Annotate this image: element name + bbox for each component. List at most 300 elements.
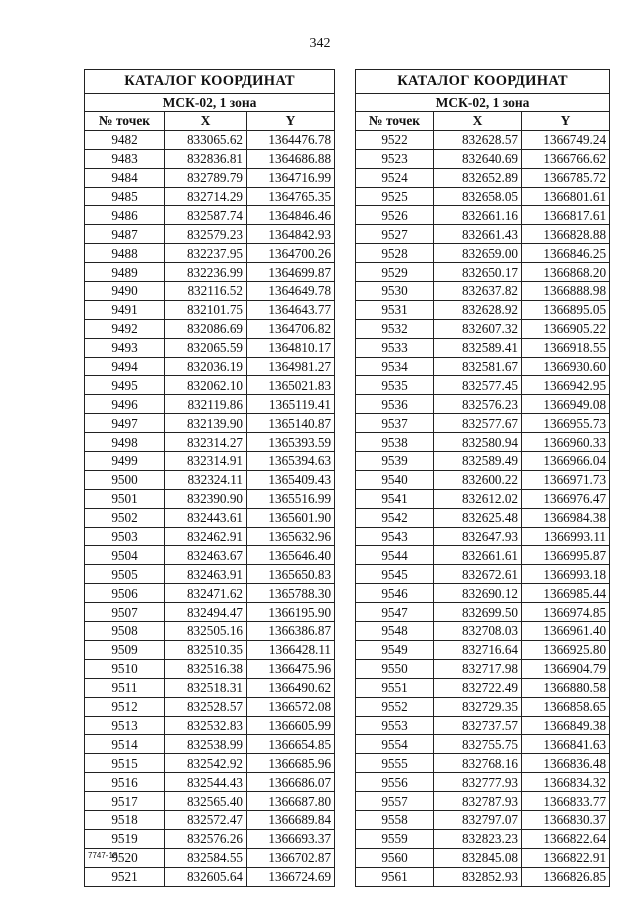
y-coordinate-cell: 1364700.26	[247, 244, 335, 263]
catalog-title: КАТАЛОГ КООРДИНАТ	[356, 70, 610, 94]
point-number-cell: 9539	[356, 452, 434, 471]
y-coordinate-cell: 1364810.17	[247, 338, 335, 357]
table-row	[356, 130, 610, 149]
point-number-cell: 9554	[356, 735, 434, 754]
x-coordinate-cell: 832640.69	[434, 149, 522, 168]
y-coordinate-cell: 1366993.11	[522, 527, 610, 546]
y-coordinate-cell: 1366801.61	[522, 187, 610, 206]
table-row	[85, 452, 335, 471]
table-row	[85, 149, 335, 168]
table-row	[85, 622, 335, 641]
x-coordinate-cell: 832628.57	[434, 130, 522, 149]
y-coordinate-cell: 1364846.46	[247, 206, 335, 225]
point-number-cell: 9527	[356, 225, 434, 244]
point-number-cell: 9507	[85, 603, 165, 622]
point-number-cell: 9548	[356, 622, 434, 641]
column-header-y: Y	[522, 112, 610, 131]
y-coordinate-cell: 1366984.38	[522, 508, 610, 527]
point-number-cell: 9555	[356, 754, 434, 773]
y-coordinate-cell: 1366849.38	[522, 716, 610, 735]
y-coordinate-cell: 1366686.07	[247, 773, 335, 792]
x-coordinate-cell: 832580.94	[434, 433, 522, 452]
point-number-cell: 9526	[356, 206, 434, 225]
point-number-cell: 9511	[85, 678, 165, 697]
y-coordinate-cell: 1366386.87	[247, 622, 335, 641]
table-row	[85, 754, 335, 773]
point-number-cell: 9519	[85, 829, 165, 848]
table-row	[356, 244, 610, 263]
table-row	[356, 640, 610, 659]
x-coordinate-cell: 832777.93	[434, 773, 522, 792]
table-row	[356, 792, 610, 811]
y-coordinate-cell: 1366826.85	[522, 867, 610, 886]
x-coordinate-cell: 832729.35	[434, 697, 522, 716]
table-row	[85, 829, 335, 848]
x-coordinate-cell: 832755.75	[434, 735, 522, 754]
y-coordinate-cell: 1366749.24	[522, 130, 610, 149]
table-row	[85, 603, 335, 622]
x-coordinate-cell: 832768.16	[434, 754, 522, 773]
column-header-point-number: № точек	[356, 112, 434, 131]
x-coordinate-cell: 832845.08	[434, 848, 522, 867]
point-number-cell: 9517	[85, 792, 165, 811]
x-coordinate-cell: 832661.61	[434, 546, 522, 565]
y-coordinate-cell: 1366880.58	[522, 678, 610, 697]
table-row	[356, 414, 610, 433]
point-number-cell: 9560	[356, 848, 434, 867]
x-coordinate-cell: 832722.49	[434, 678, 522, 697]
point-number-cell: 9542	[356, 508, 434, 527]
coordinate-catalog-table-left	[84, 69, 335, 887]
y-coordinate-cell: 1366702.87	[247, 848, 335, 867]
table-row	[356, 810, 610, 829]
point-number-cell: 9528	[356, 244, 434, 263]
point-number-cell: 9492	[85, 319, 165, 338]
point-number-cell: 9532	[356, 319, 434, 338]
x-coordinate-cell: 832587.74	[165, 206, 247, 225]
table-row	[356, 319, 610, 338]
column-header-y: Y	[247, 112, 335, 131]
y-coordinate-cell: 1366993.18	[522, 565, 610, 584]
point-number-cell: 9515	[85, 754, 165, 773]
table-row	[85, 508, 335, 527]
x-coordinate-cell: 832542.92	[165, 754, 247, 773]
point-number-cell: 9549	[356, 640, 434, 659]
x-coordinate-cell: 832528.57	[165, 697, 247, 716]
x-coordinate-cell: 832699.50	[434, 603, 522, 622]
point-number-cell: 9498	[85, 433, 165, 452]
column-header-x: X	[165, 112, 247, 131]
y-coordinate-cell: 1366858.65	[522, 697, 610, 716]
table-row	[356, 376, 610, 395]
x-coordinate-cell: 832565.40	[165, 792, 247, 811]
point-number-cell: 9518	[85, 810, 165, 829]
x-coordinate-cell: 832612.02	[434, 489, 522, 508]
y-coordinate-cell: 1366995.87	[522, 546, 610, 565]
table-row	[356, 848, 610, 867]
y-coordinate-cell: 1366195.90	[247, 603, 335, 622]
table-row	[85, 357, 335, 376]
x-coordinate-cell: 832637.82	[434, 282, 522, 301]
table-row	[356, 338, 610, 357]
x-coordinate-cell: 832505.16	[165, 622, 247, 641]
point-number-cell: 9535	[356, 376, 434, 395]
y-coordinate-cell: 1366974.85	[522, 603, 610, 622]
table-row	[85, 565, 335, 584]
y-coordinate-cell: 1366689.84	[247, 810, 335, 829]
x-coordinate-cell: 832658.05	[434, 187, 522, 206]
point-number-cell: 9522	[356, 130, 434, 149]
point-number-cell: 9514	[85, 735, 165, 754]
x-coordinate-cell: 832119.86	[165, 395, 247, 414]
point-number-cell: 9490	[85, 282, 165, 301]
table-row	[85, 130, 335, 149]
y-coordinate-cell: 1366895.05	[522, 300, 610, 319]
table-row	[85, 640, 335, 659]
table-row	[356, 754, 610, 773]
table-row	[356, 263, 610, 282]
point-number-cell: 9536	[356, 395, 434, 414]
table-row	[356, 678, 610, 697]
x-coordinate-cell: 832577.45	[434, 376, 522, 395]
x-coordinate-cell: 832390.90	[165, 489, 247, 508]
point-number-cell: 9556	[356, 773, 434, 792]
point-number-cell: 9494	[85, 357, 165, 376]
x-coordinate-cell: 832836.81	[165, 149, 247, 168]
y-coordinate-cell: 1366687.80	[247, 792, 335, 811]
y-coordinate-cell: 1366942.95	[522, 376, 610, 395]
x-coordinate-cell: 832036.19	[165, 357, 247, 376]
x-coordinate-cell: 832589.41	[434, 338, 522, 357]
table-row	[356, 716, 610, 735]
y-coordinate-cell: 1364476.78	[247, 130, 335, 149]
table-row	[85, 300, 335, 319]
table-row	[356, 867, 610, 886]
x-coordinate-cell: 832652.89	[434, 168, 522, 187]
y-coordinate-cell: 1366605.99	[247, 716, 335, 735]
point-number-cell: 9496	[85, 395, 165, 414]
x-coordinate-cell: 832659.00	[434, 244, 522, 263]
x-coordinate-cell: 832716.64	[434, 640, 522, 659]
point-number-cell: 9529	[356, 263, 434, 282]
table-row	[356, 773, 610, 792]
point-number-cell: 9524	[356, 168, 434, 187]
y-coordinate-cell: 1366961.40	[522, 622, 610, 641]
page-number: 342	[309, 36, 331, 51]
y-coordinate-cell: 1366785.72	[522, 168, 610, 187]
y-coordinate-cell: 1366654.85	[247, 735, 335, 754]
table-row	[85, 659, 335, 678]
point-number-cell: 9484	[85, 168, 165, 187]
table-row	[356, 735, 610, 754]
point-number-cell: 9510	[85, 659, 165, 678]
point-number-cell: 9521	[85, 867, 165, 886]
x-coordinate-cell: 832544.43	[165, 773, 247, 792]
table-row	[85, 848, 335, 867]
y-coordinate-cell: 1366817.61	[522, 206, 610, 225]
x-coordinate-cell: 832471.62	[165, 584, 247, 603]
y-coordinate-cell: 1366955.73	[522, 414, 610, 433]
y-coordinate-cell: 1365119.41	[247, 395, 335, 414]
point-number-cell: 9495	[85, 376, 165, 395]
x-coordinate-cell: 832714.29	[165, 187, 247, 206]
y-coordinate-cell: 1365021.83	[247, 376, 335, 395]
point-number-cell: 9512	[85, 697, 165, 716]
table-row	[85, 584, 335, 603]
table-row	[356, 659, 610, 678]
x-coordinate-cell: 832625.48	[434, 508, 522, 527]
catalog-zone: МСК-02, 1 зона	[85, 94, 335, 112]
y-coordinate-cell: 1366971.73	[522, 470, 610, 489]
table-row	[85, 773, 335, 792]
y-coordinate-cell: 1366834.32	[522, 773, 610, 792]
table-row	[85, 527, 335, 546]
table-row	[356, 565, 610, 584]
table-row	[85, 470, 335, 489]
table-row	[85, 244, 335, 263]
x-coordinate-cell: 832532.83	[165, 716, 247, 735]
table-row	[85, 395, 335, 414]
y-coordinate-cell: 1366572.08	[247, 697, 335, 716]
x-coordinate-cell: 832789.79	[165, 168, 247, 187]
point-number-cell: 9486	[85, 206, 165, 225]
point-number-cell: 9534	[356, 357, 434, 376]
table-row	[356, 282, 610, 301]
x-coordinate-cell: 832661.16	[434, 206, 522, 225]
point-number-cell: 9497	[85, 414, 165, 433]
x-coordinate-cell: 832852.93	[434, 867, 522, 886]
y-coordinate-cell: 1366949.08	[522, 395, 610, 414]
table-row	[85, 282, 335, 301]
x-coordinate-cell: 832584.55	[165, 848, 247, 867]
y-coordinate-cell: 1366828.88	[522, 225, 610, 244]
point-number-cell: 9509	[85, 640, 165, 659]
point-number-cell: 9487	[85, 225, 165, 244]
x-coordinate-cell: 832324.11	[165, 470, 247, 489]
point-number-cell: 9546	[356, 584, 434, 603]
point-number-cell: 9550	[356, 659, 434, 678]
document-code: 7747-18	[88, 851, 118, 860]
table-row	[85, 716, 335, 735]
y-coordinate-cell: 1366822.64	[522, 829, 610, 848]
table-row	[85, 225, 335, 244]
coordinate-catalog-table-right	[355, 69, 610, 887]
table-row	[356, 433, 610, 452]
y-coordinate-cell: 1366960.33	[522, 433, 610, 452]
y-coordinate-cell: 1365650.83	[247, 565, 335, 584]
point-number-cell: 9557	[356, 792, 434, 811]
y-coordinate-cell: 1366836.48	[522, 754, 610, 773]
table-row	[85, 376, 335, 395]
table-row	[356, 546, 610, 565]
y-coordinate-cell: 1366985.44	[522, 584, 610, 603]
y-coordinate-cell: 1364643.77	[247, 300, 335, 319]
y-coordinate-cell: 1366822.91	[522, 848, 610, 867]
y-coordinate-cell: 1364649.78	[247, 282, 335, 301]
catalog-body-right	[356, 130, 610, 886]
y-coordinate-cell: 1366766.62	[522, 149, 610, 168]
column-header-point-number: № точек	[85, 112, 165, 131]
table-row	[356, 697, 610, 716]
table-row	[85, 546, 335, 565]
point-number-cell: 9508	[85, 622, 165, 641]
y-coordinate-cell: 1366833.77	[522, 792, 610, 811]
y-coordinate-cell: 1366724.69	[247, 867, 335, 886]
point-number-cell: 9525	[356, 187, 434, 206]
x-coordinate-cell: 832116.52	[165, 282, 247, 301]
table-row	[85, 319, 335, 338]
point-number-cell: 9540	[356, 470, 434, 489]
y-coordinate-cell: 1366918.55	[522, 338, 610, 357]
x-coordinate-cell: 832510.35	[165, 640, 247, 659]
y-coordinate-cell: 1366930.60	[522, 357, 610, 376]
y-coordinate-cell: 1364981.27	[247, 357, 335, 376]
table-row	[356, 603, 610, 622]
point-number-cell: 9538	[356, 433, 434, 452]
y-coordinate-cell: 1365646.40	[247, 546, 335, 565]
point-number-cell: 9531	[356, 300, 434, 319]
point-number-cell: 9482	[85, 130, 165, 149]
x-coordinate-cell: 832518.31	[165, 678, 247, 697]
x-coordinate-cell: 832572.47	[165, 810, 247, 829]
y-coordinate-cell: 1366976.47	[522, 489, 610, 508]
x-coordinate-cell: 832236.99	[165, 263, 247, 282]
x-coordinate-cell: 832443.61	[165, 508, 247, 527]
x-coordinate-cell: 832462.91	[165, 527, 247, 546]
y-coordinate-cell: 1365393.59	[247, 433, 335, 452]
point-number-cell: 9491	[85, 300, 165, 319]
point-number-cell: 9504	[85, 546, 165, 565]
table-row	[85, 489, 335, 508]
x-coordinate-cell: 832737.57	[434, 716, 522, 735]
y-coordinate-cell: 1366685.96	[247, 754, 335, 773]
catalog-body-left	[85, 130, 335, 886]
x-coordinate-cell: 832463.67	[165, 546, 247, 565]
table-row	[356, 584, 610, 603]
table-row	[356, 452, 610, 471]
point-number-cell: 9488	[85, 244, 165, 263]
table-row	[85, 263, 335, 282]
y-coordinate-cell: 1366966.04	[522, 452, 610, 471]
y-coordinate-cell: 1366830.37	[522, 810, 610, 829]
table-row	[85, 338, 335, 357]
y-coordinate-cell: 1366490.62	[247, 678, 335, 697]
y-coordinate-cell: 1366904.79	[522, 659, 610, 678]
table-row	[85, 414, 335, 433]
table-row	[356, 622, 610, 641]
x-coordinate-cell: 832576.26	[165, 829, 247, 848]
point-number-cell: 9558	[356, 810, 434, 829]
point-number-cell: 9530	[356, 282, 434, 301]
point-number-cell: 9520	[85, 848, 165, 867]
y-coordinate-cell: 1366846.25	[522, 244, 610, 263]
point-number-cell: 9561	[356, 867, 434, 886]
x-coordinate-cell: 832538.99	[165, 735, 247, 754]
x-coordinate-cell: 832576.23	[434, 395, 522, 414]
table-row	[356, 508, 610, 527]
x-coordinate-cell: 832314.91	[165, 452, 247, 471]
y-coordinate-cell: 1365516.99	[247, 489, 335, 508]
point-number-cell: 9493	[85, 338, 165, 357]
point-number-cell: 9547	[356, 603, 434, 622]
y-coordinate-cell: 1364706.82	[247, 319, 335, 338]
table-row	[356, 395, 610, 414]
x-coordinate-cell: 832065.59	[165, 338, 247, 357]
point-number-cell: 9499	[85, 452, 165, 471]
point-number-cell: 9544	[356, 546, 434, 565]
y-coordinate-cell: 1364765.35	[247, 187, 335, 206]
y-coordinate-cell: 1366428.11	[247, 640, 335, 659]
table-row	[356, 168, 610, 187]
y-coordinate-cell: 1365788.30	[247, 584, 335, 603]
x-coordinate-cell: 832690.12	[434, 584, 522, 603]
x-coordinate-cell: 832647.93	[434, 527, 522, 546]
x-coordinate-cell: 832589.49	[434, 452, 522, 471]
x-coordinate-cell: 832463.91	[165, 565, 247, 584]
y-coordinate-cell: 1366925.80	[522, 640, 610, 659]
x-coordinate-cell: 832650.17	[434, 263, 522, 282]
x-coordinate-cell: 832607.32	[434, 319, 522, 338]
catalog-zone: МСК-02, 1 зона	[356, 94, 610, 112]
x-coordinate-cell: 832661.43	[434, 225, 522, 244]
y-coordinate-cell: 1365140.87	[247, 414, 335, 433]
table-row	[356, 149, 610, 168]
point-number-cell: 9505	[85, 565, 165, 584]
table-row	[356, 829, 610, 848]
point-number-cell: 9506	[85, 584, 165, 603]
point-number-cell: 9483	[85, 149, 165, 168]
point-number-cell: 9552	[356, 697, 434, 716]
point-number-cell: 9513	[85, 716, 165, 735]
y-coordinate-cell: 1366475.96	[247, 659, 335, 678]
table-row	[356, 300, 610, 319]
y-coordinate-cell: 1364716.99	[247, 168, 335, 187]
x-coordinate-cell: 832314.27	[165, 433, 247, 452]
x-coordinate-cell: 832787.93	[434, 792, 522, 811]
point-number-cell: 9545	[356, 565, 434, 584]
table-row	[356, 489, 610, 508]
table-row	[85, 867, 335, 886]
point-number-cell: 9551	[356, 678, 434, 697]
table-row	[85, 678, 335, 697]
x-coordinate-cell: 832577.67	[434, 414, 522, 433]
catalog-title: КАТАЛОГ КООРДИНАТ	[85, 70, 335, 94]
point-number-cell: 9543	[356, 527, 434, 546]
y-coordinate-cell: 1366905.22	[522, 319, 610, 338]
y-coordinate-cell: 1366841.63	[522, 735, 610, 754]
table-row	[85, 168, 335, 187]
x-coordinate-cell: 833065.62	[165, 130, 247, 149]
point-number-cell: 9523	[356, 149, 434, 168]
y-coordinate-cell: 1366888.98	[522, 282, 610, 301]
y-coordinate-cell: 1365601.90	[247, 508, 335, 527]
table-row	[85, 187, 335, 206]
x-coordinate-cell: 832516.38	[165, 659, 247, 678]
x-coordinate-cell: 832086.69	[165, 319, 247, 338]
y-coordinate-cell: 1365409.43	[247, 470, 335, 489]
table-row	[85, 206, 335, 225]
point-number-cell: 9516	[85, 773, 165, 792]
point-number-cell: 9559	[356, 829, 434, 848]
point-number-cell: 9541	[356, 489, 434, 508]
table-row	[85, 792, 335, 811]
table-row	[356, 187, 610, 206]
x-coordinate-cell: 832823.23	[434, 829, 522, 848]
table-row	[85, 433, 335, 452]
point-number-cell: 9533	[356, 338, 434, 357]
x-coordinate-cell: 832237.95	[165, 244, 247, 263]
x-coordinate-cell: 832579.23	[165, 225, 247, 244]
